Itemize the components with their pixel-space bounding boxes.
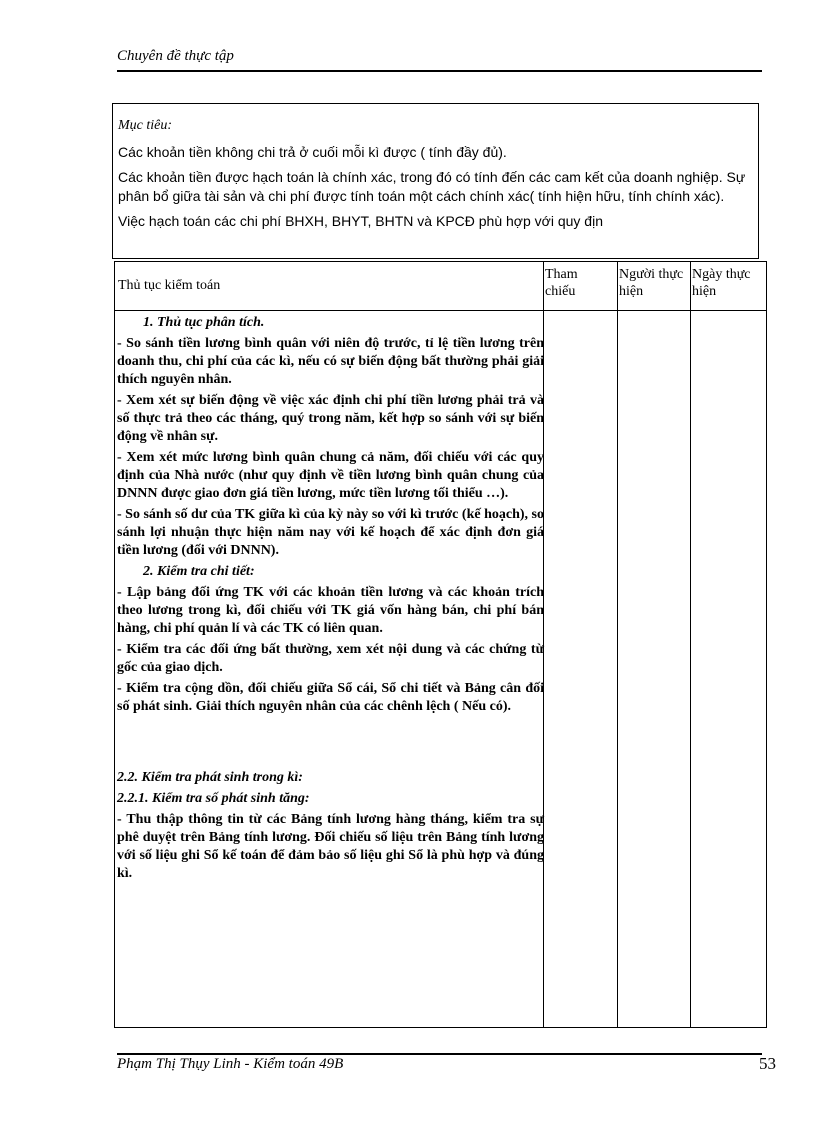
objective-line: Việc hạch toán các chi phí BHXH, BHYT, BHTN và KPCĐ phù hợp với quy địn (118, 213, 603, 229)
header-performer: Người thực hiện (619, 267, 684, 299)
header-divider (115, 310, 766, 311)
procedure-body (117, 314, 544, 886)
column-divider (617, 262, 618, 1027)
page-number: 53 (759, 1054, 776, 1073)
subsection-title: 2.2.1. Kiểm tra số phát sinh tăng: (117, 791, 310, 806)
page-header: Chuyên đề thực tập (117, 48, 234, 64)
footer-author: Phạm Thị Thụy Linh - Kiểm toán 49B (117, 1056, 344, 1072)
objectives-box (112, 103, 759, 259)
column-divider (690, 262, 691, 1027)
section-title: 1. Thủ tục phân tích. (143, 315, 265, 330)
header-date: Ngày thực hiện (692, 267, 751, 299)
section-title: 2.2. Kiểm tra phát sinh trong kì: (117, 770, 303, 785)
list-item: - Thu thập thông tin từ các Bảng tính lương hàng tháng, kiểm tra sự phê duyệt trên Bảng tính lương. Đối chiếu số liệu trên Bảng tính lương với số liệu ghi Sổ kế toán để đảm bảo số liệu ghi Sổ là phù hợp và đúng kì. (117, 812, 544, 881)
list-item: - Xem xét sự biến động về việc xác định chi phí tiền lương phải trả và số thực trả theo các tháng, quý trong năm, kết hợp so sánh với sự biến động về nhân sự. (117, 393, 544, 444)
header-procedure: Thủ tục kiểm toán (118, 278, 221, 293)
audit-table (114, 261, 767, 1028)
header-reference: Tham chiếu (545, 267, 578, 299)
footer-rule (117, 1053, 762, 1055)
list-item: - So sánh tiền lương bình quân với niên độ trước, tỉ lệ tiền lương trên doanh thu, chi phí của các kì, nếu có sự biến động bất thường phải giải thích nguyên nhân. (117, 336, 544, 387)
list-item: - Kiểm tra cộng dồn, đối chiếu giữa Sổ cái, Sổ chi tiết và Bảng cân đối số phát sinh. Giải thích nguyên nhân của các chênh lệch ( Nếu có). (117, 681, 544, 714)
objective-line: Các khoản tiền được hạch toán là chính xác, trong đó có tính đến các cam kết của doanh nghiệp. Sự phân bổ giữa tài sản và chi phí được tính toán một cách chính xác( tính hiện hữu, tính chính xác). (118, 169, 746, 204)
list-item: - So sánh số dư của TK giữa kì của kỳ này so với kì trước (kế hoạch), so sánh lợi nhuận thực hiện năm nay với kế hoạch để xác định đơn giá tiền lương (đối với DNNN). (117, 507, 544, 558)
objectives-title: Mục tiêu: (118, 118, 173, 133)
objective-line: Các khoản tiền không chi trả ở cuối mỗi kì được ( tính đầy đủ). (118, 144, 507, 160)
header-rule (117, 70, 762, 72)
blank-space (117, 719, 544, 769)
section-title: 2. Kiểm tra chi tiết: (143, 564, 255, 579)
list-item: - Kiểm tra các đối ứng bất thường, xem xét nội dung và các chứng từ gốc của giao dịch. (117, 642, 544, 675)
list-item: - Xem xét mức lương bình quân chung cả năm, đối chiếu với các quy định của Nhà nước (như quy định về tiền lương bình quân chung của DNNN được giao đơn giá tiền lương, mức tiền lương tối thiểu …). (117, 450, 544, 501)
list-item: - Lập bảng đối ứng TK với các khoản tiền lương và các khoản trích theo lương trong kì, đối chiếu với TK giá vốn hàng bán, chi phí bán hàng, chi phí quản lí và các TK có liên quan. (117, 585, 544, 636)
